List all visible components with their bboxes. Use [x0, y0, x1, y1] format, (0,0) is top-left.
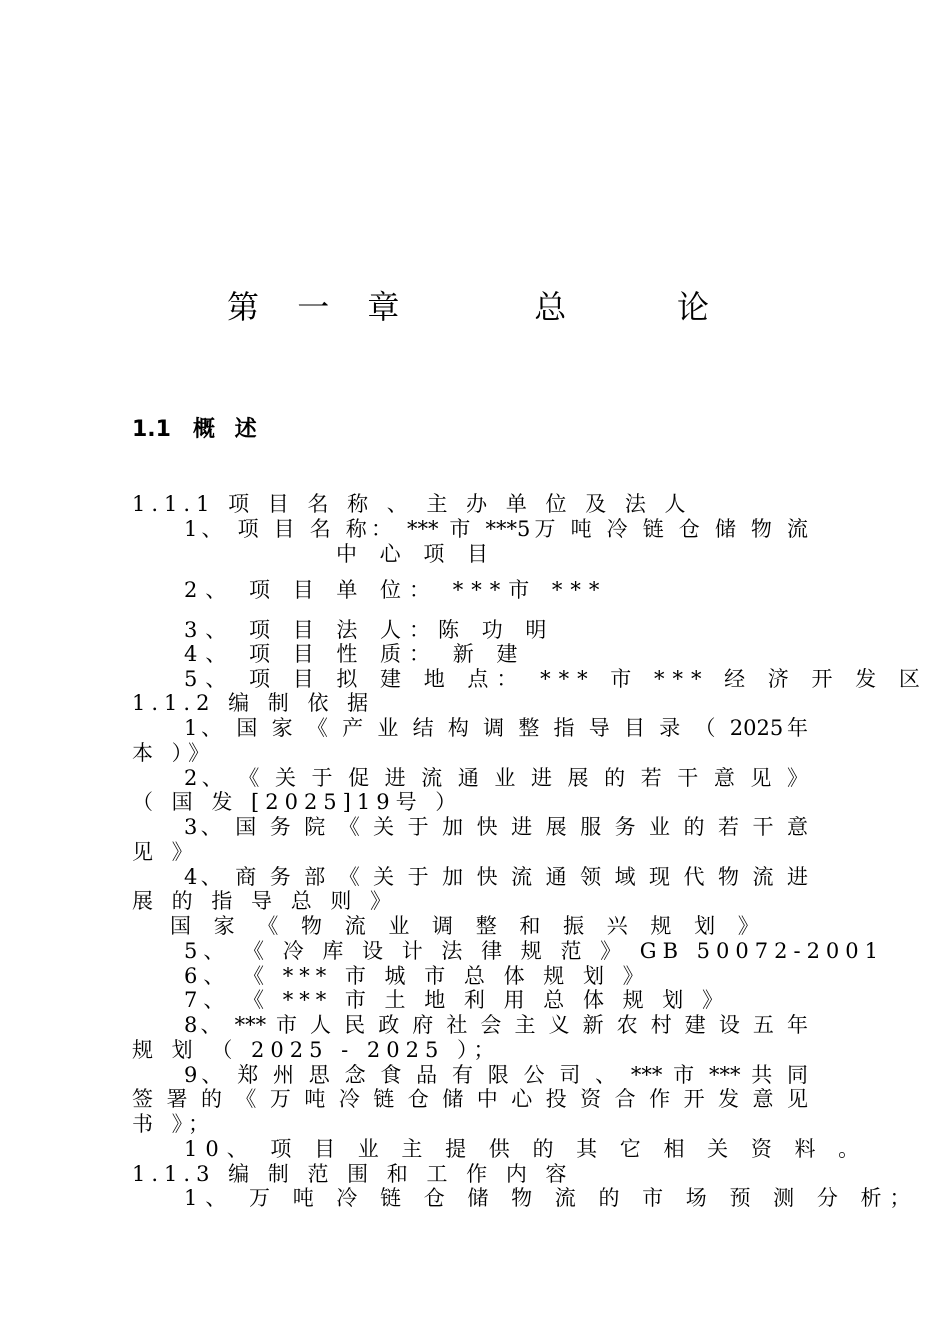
item-project-nature: 4、 项 目 性 质： 新 建: [184, 642, 526, 666]
basis-item-7: 7、 《 *** 市 土 地 利 用 总 体 规 划 》: [184, 988, 729, 1012]
item-project-name: 1、 项 目 名 称： *** 市 ***5万 吨 冷 链 仓 储 物 流: [184, 517, 808, 541]
section-title: 概 述: [192, 417, 263, 442]
item-project-location: 5、 项 目 拟 建 地 点： *** 市 *** 经 济 开 发 区: [184, 667, 928, 691]
subsection-heading-1-1-1: 1.1.1 项 目 名 称 、 主 办 单 位 及 法 人: [132, 492, 692, 516]
section-number: 1.1: [132, 417, 171, 442]
item-project-legal-person: 3、 项 目 法 人：陈 功 明: [184, 618, 555, 642]
basis-item-8: 8、 *** 市 人 民 政 府 社 会 主 义 新 农 村 建 设 五 年: [184, 1013, 808, 1037]
basis-item-3-cont: 见 》: [132, 840, 199, 864]
scope-item-1: 1、 万 吨 冷 链 仓 储 物 流 的 市 场 预 测 分 析；: [184, 1186, 919, 1210]
basis-item-10: 10、 项 目 业 主 提 供 的 其 它 相 关 资 料 。: [184, 1137, 868, 1161]
item-project-name-cont: 中 心 项 目: [336, 542, 497, 566]
basis-item-1: 1、 国 家 《 产 业 结 构 调 整 指 导 目 录 （ 2025年: [184, 716, 808, 740]
basis-item-2-cont: （ 国 发 [2025]19号 ）: [132, 790, 463, 814]
subsection-heading-1-1-3: 1.1.3 编 制 范 围 和 工 作 内 容: [132, 1162, 573, 1186]
basis-item-4-cont: 展 的 指 导 总 则 》: [132, 889, 398, 913]
basis-item-3: 3、 国 务 院 《 关 于 加 快 进 展 服 务 业 的 若 干 意: [184, 815, 808, 839]
basis-item-8-cont: 规 划 （ 2025 - 2025 ）；: [132, 1038, 501, 1062]
item-project-unit: 2、 项 目 单 位： ***市 ***: [184, 578, 608, 602]
basis-item-4: 4、 商 务 部 《 关 于 加 快 流 通 领 域 现 代 物 流 进: [184, 865, 808, 889]
chapter-title: 第 一 章 总 论: [227, 288, 723, 326]
section-heading: [132, 412, 263, 443]
basis-item-national-plan: 国 家 《 物 流 业 调 整 和 振 兴 规 划 》: [170, 914, 767, 938]
subsection-heading-1-1-2: 1.1.2 编 制 依 据: [132, 691, 375, 715]
basis-item-9-end: 书 》；: [132, 1112, 216, 1136]
basis-item-5: 5、 《 冷 库 设 计 法 律 规 范 》 GB 50072-2001: [184, 939, 885, 963]
basis-item-9-cont: 签 署 的 《 万 吨 冷 链 仓 储 中 心 投 资 合 作 开 发 意 见: [132, 1087, 808, 1111]
basis-item-6: 6、 《 *** 市 城 市 总 体 规 划 》: [184, 964, 650, 988]
basis-item-2: 2、 《 关 于 促 进 流 通 业 进 展 的 若 干 意 见 》: [184, 766, 808, 790]
basis-item-9: 9、 郑 州 思 念 食 品 有 限 公 司 、 *** 市 *** 共 同: [184, 1063, 808, 1087]
basis-item-1-cont: 本 ）》: [132, 741, 216, 765]
